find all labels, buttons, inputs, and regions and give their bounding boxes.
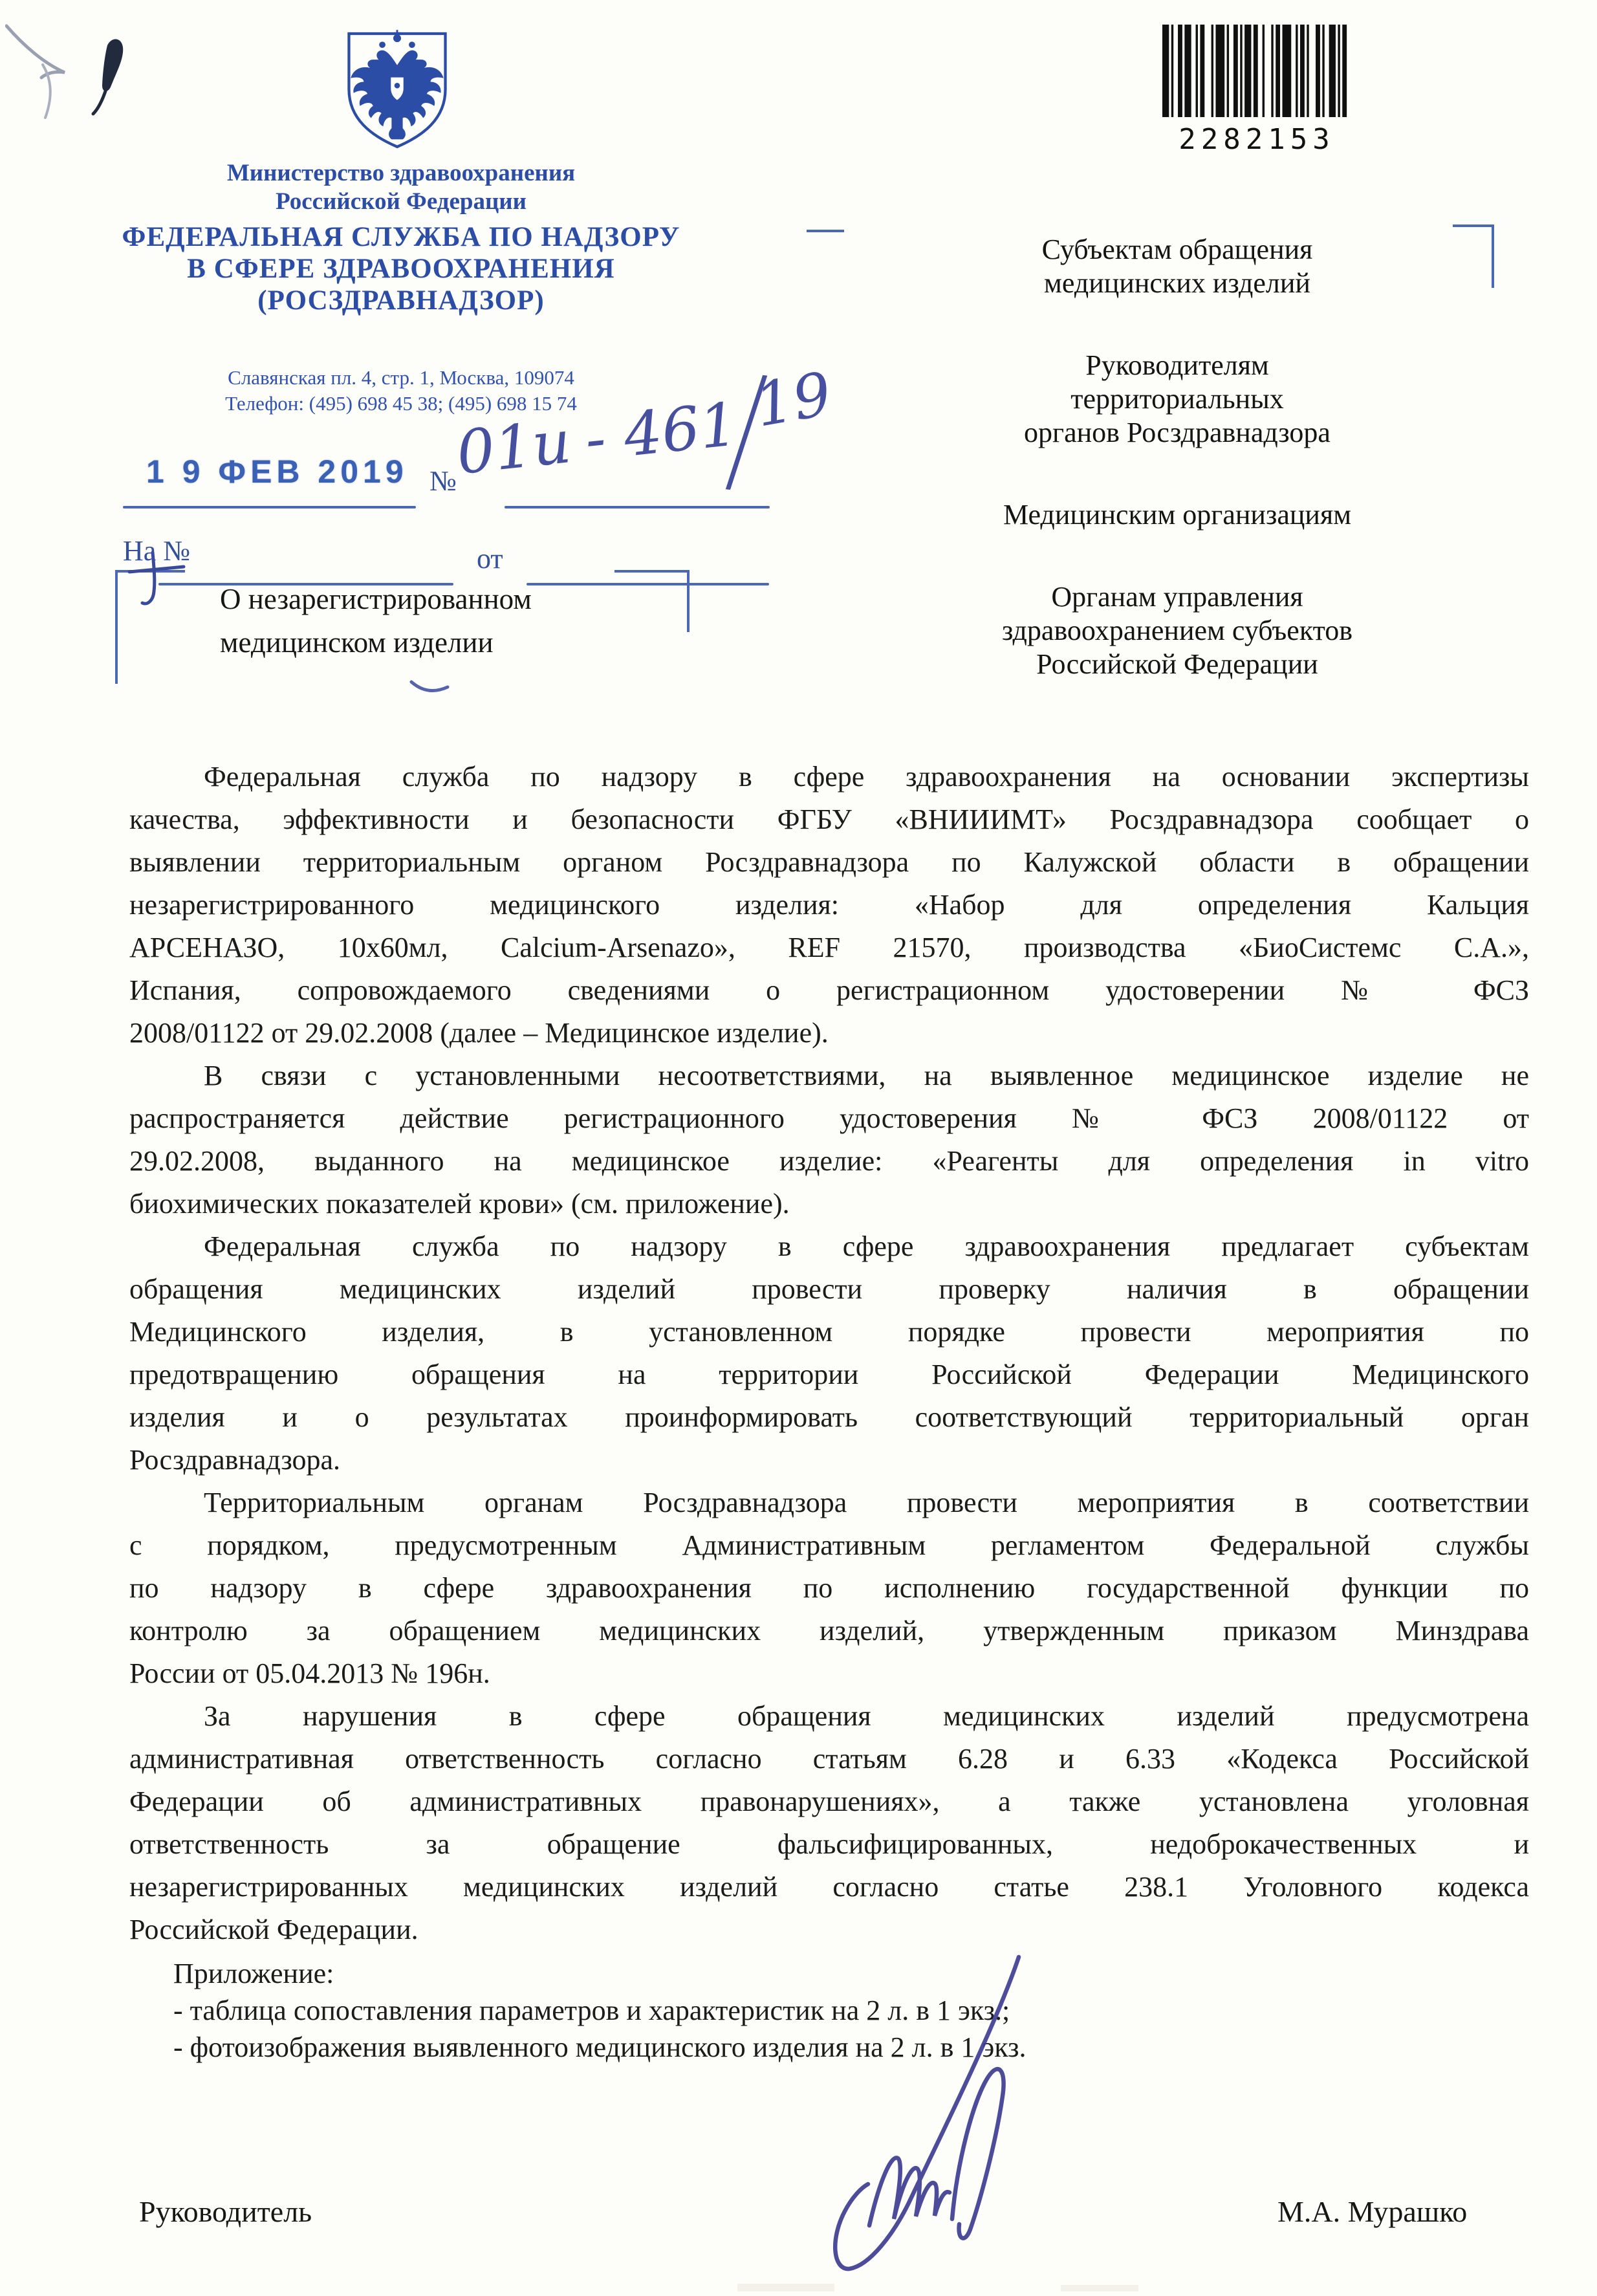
body-line: административная ответственность согласно статьям 6.28 и 6.33 «Кодекса Российской	[129, 1743, 1529, 1775]
body-line: незарегистрированных медицинских изделий согласно статье 238.1 Уголовного кодекса	[129, 1871, 1529, 1903]
letter-body	[129, 756, 1529, 1951]
addressee-group	[867, 349, 1488, 450]
subject-corner-mark-right	[614, 570, 690, 632]
body-line: незарегистрированного медицинского изделия: «Набор для определения Кальция	[129, 889, 1529, 921]
addressee-line: территориальных	[1070, 383, 1284, 415]
ministry-name	[116, 159, 686, 216]
barcode-number: 2282153	[1179, 123, 1335, 156]
russia-coat-of-arms-icon	[342, 26, 453, 153]
handwritten-signature	[724, 1947, 1087, 2290]
body-line: биохимических показателей крови» (см. приложение).	[129, 1188, 790, 1219]
date-received-stamp: 1 9 ФЕВ 2019	[146, 454, 408, 490]
addressee-block	[867, 233, 1488, 730]
body-line: по надзору в сфере здравоохранения по исполнению государственной функции по	[129, 1572, 1529, 1604]
body-line: России от 05.04.2013 № 196н.	[129, 1657, 490, 1689]
addressee-corner-mark-left	[807, 230, 844, 232]
body-line: выявлении территориальным органом Росздравнадзора по Калужской области в обращении	[129, 846, 1529, 878]
addressee-line: медицинских изделий	[1044, 267, 1310, 299]
addressee-line: Медицинским организациям	[1003, 499, 1352, 530]
scan-smudge	[1061, 2285, 1138, 2291]
addressee-line: органов Росздравнадзора	[1024, 417, 1331, 448]
body-line: качества, эффективности и безопасности ФГБУ «ВНИИИМТ» Росздравнадзора сообщает о	[129, 804, 1529, 835]
addressee-group	[867, 580, 1488, 681]
body-line: Федерации об административных правонарушениях», а также установлена уголовная	[129, 1786, 1529, 1817]
addressee-line: Субъектам обращения	[1041, 234, 1313, 265]
body-line: обращения медицинских изделий провести проверку наличия в обращении	[129, 1273, 1529, 1305]
signer-name: М.А. Мурашко	[1277, 2195, 1468, 2228]
addressee-group	[867, 233, 1488, 300]
service-name	[116, 221, 686, 316]
body-line: 2008/01122 от 29.02.2008 (далее – Медицинское изделие).	[129, 1017, 829, 1049]
body-line: с порядком, предусмотренным Административным регламентом Федеральной службы	[129, 1529, 1529, 1561]
number-label: №	[429, 465, 457, 497]
body-line: Медицинского изделия, в установленном порядке провести мероприятия по	[129, 1316, 1529, 1348]
body-line: 29.02.2008, выданного на медицинское изделие: «Реагенты для определения in vitro	[129, 1145, 1529, 1177]
body-line: предотвращению обращения на территории Российской Федерации Медицинского	[129, 1359, 1529, 1390]
ministry-line2: Российской Федерации	[276, 188, 527, 215]
body-line: распространяется действие регистрационного удостоверения № ФСЗ 2008/01122 от	[129, 1102, 1529, 1134]
signer-position: Руководитель	[139, 2195, 312, 2228]
outgoing-number-handwriting: 01и - 461/19	[453, 345, 836, 513]
barcode-stripes-icon	[1162, 25, 1351, 117]
service-line1: ФЕДЕРАЛЬНАЯ СЛУЖБА ПО НАДЗОРУ	[122, 222, 680, 252]
body-line: изделия и о результатах проинформировать соответствующий территориальный орган	[129, 1401, 1529, 1433]
addressee-line: Российской Федерации	[1036, 648, 1318, 680]
reply-number-label: На №	[123, 535, 191, 567]
pen-tick-mark	[407, 677, 453, 699]
service-line2: В СФЕРЕ ЗДРАВООХРАНЕНИЯ	[187, 254, 615, 284]
reply-date-label: от	[477, 543, 503, 574]
body-line: Испания, сопровождаемого сведениями о регистрационном удостоверении № ФСЗ	[129, 974, 1529, 1006]
appendix-item: - таблица сопоставления параметров и характеристик на 2 л. в 1 экз.;	[173, 1995, 1010, 2026]
body-line: Федеральная служба по надзору в сфере здравоохранения предлагает субъектам	[204, 1230, 1529, 1262]
body-line: АРСЕНАЗО, 10х60мл, Calcium-Arsenazo», REF 21570, производства «БиоСистемс С.А.»,	[129, 932, 1529, 963]
service-line3: (РОСЗДРАВНАДЗОР)	[257, 285, 545, 316]
body-line: ответственность за обращение фальсифицированных, недоброкачественных и	[129, 1828, 1529, 1860]
subject-line2: медицинском изделии	[220, 626, 494, 659]
body-line: В связи с установленными несоответствиями, на выявленное медицинское изделие не	[204, 1060, 1529, 1091]
pen-scribble-marks	[5, 17, 160, 133]
appendix-title: Приложение:	[173, 1958, 334, 1989]
date-underline	[123, 506, 416, 508]
appendix-item: - фотоизображения выявленного медицинского изделия на 2 л. в 1 экз.	[173, 2031, 1027, 2063]
phone-numbers: Телефон: (495) 698 45 38; (495) 698 15 74	[225, 392, 577, 415]
ministry-line1: Министерство здравоохранения	[226, 160, 576, 186]
document-barcode	[1160, 25, 1354, 156]
body-line: Федеральная служба по надзору в сфере здравоохранения на основании экспертизы	[204, 761, 1529, 793]
addressee-group	[867, 498, 1488, 532]
body-line: Росздравнадзора.	[129, 1444, 341, 1476]
body-line: контролю за обращением медицинских изделий, утвержденным приказом Минздрава	[129, 1615, 1529, 1646]
body-line: За нарушения в сфере обращения медицинских изделий предусмотрена	[204, 1700, 1529, 1732]
scan-smudge	[737, 2284, 834, 2291]
addressee-line: Органам управления	[1051, 581, 1303, 613]
subject-block	[220, 578, 532, 664]
postal-address: Славянская пл. 4, стр. 1, Москва, 109074	[228, 366, 574, 389]
body-line: Российской Федерации.	[129, 1914, 418, 1945]
body-line: Территориальным органам Росздравнадзора провести мероприятия в соответствии	[204, 1487, 1529, 1518]
pen-check-mark	[124, 547, 195, 618]
subject-line1: О незарегистрированном	[220, 583, 532, 615]
addressee-line: Руководителям	[1085, 349, 1269, 381]
addressee-line: здравоохранением субъектов	[1001, 615, 1353, 646]
